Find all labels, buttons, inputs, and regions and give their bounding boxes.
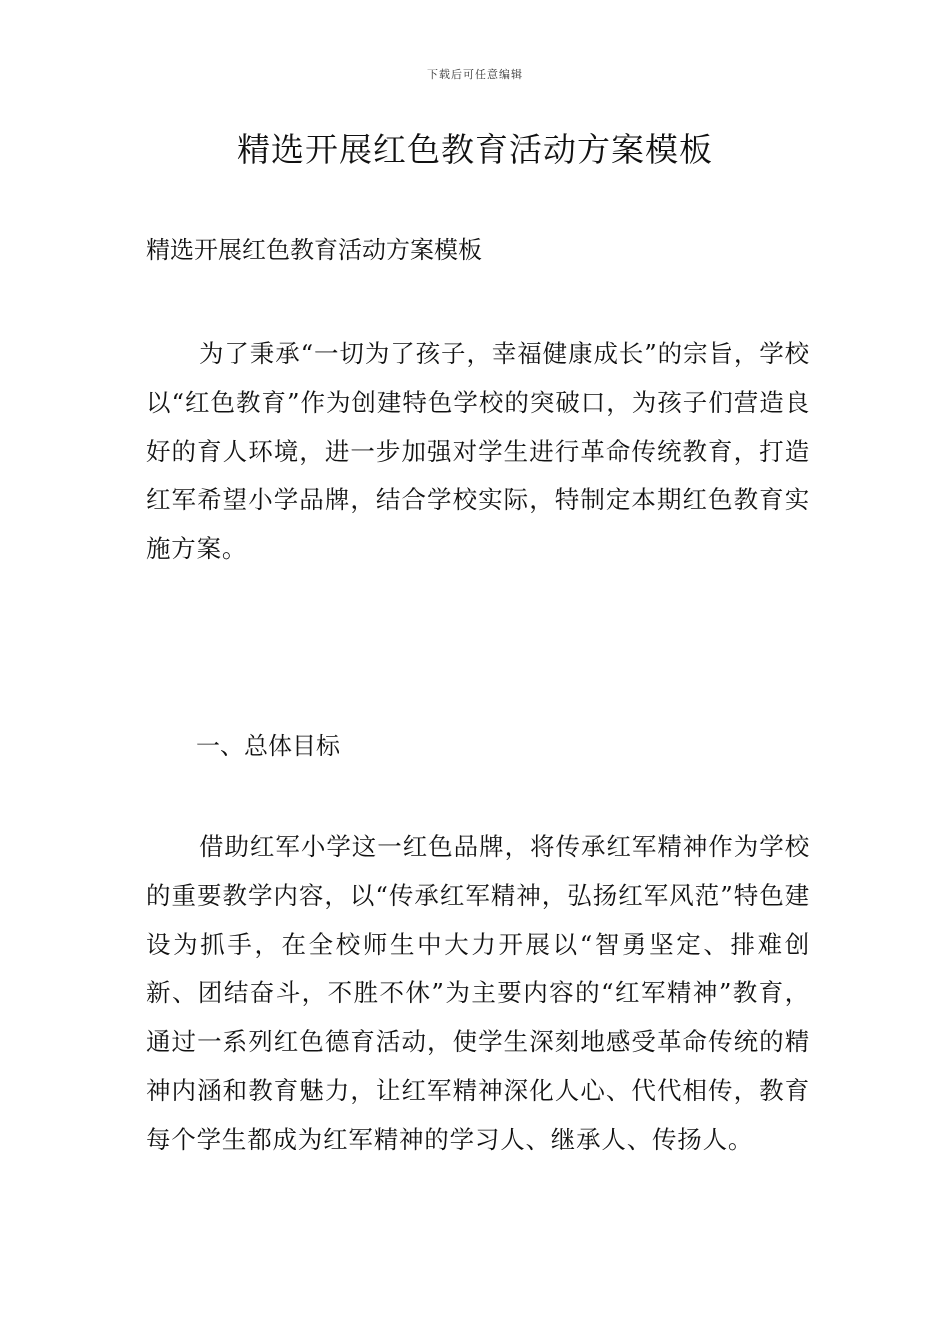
intro-paragraph: 为了秉承“一切为了孩子，幸福健康成长”的宗旨，学校以“红色教育”作为创建特色学校的突破口，为孩子们营造良好的育人环境，进一步加强对学生进行革命传统教育，打造红军希望小学品牌，结合学校实际，特制定本期红色教育实施方案。 bbox=[146, 339, 810, 564]
document-subtitle: 精选开展红色教育活动方案模板 bbox=[146, 236, 482, 264]
header-note: 下载后可任意编辑 bbox=[427, 68, 523, 81]
section-heading: 一、总体目标 bbox=[196, 732, 340, 760]
section-paragraph: 借助红军小学这一红色品牌，将传承红军精神作为学校的重要教学内容，以“传承红军精神，弘扬红军风范”特色建设为抓手，在全校师生中大力开展以“智勇坚定、排难创新、团结奋斗，不胜不休”为主要内容的“红军精神”教育，通过一系列红色德育活动，使学生深刻地感受革命传统的精神内涵和教育魅力，让红军精神深化人心、代代相传，教育每个学生都成为红军精神的学习人、继承人、传扬人。 bbox=[146, 832, 810, 1154]
document-title: 精选开展红色教育活动方案模板 bbox=[237, 130, 713, 169]
